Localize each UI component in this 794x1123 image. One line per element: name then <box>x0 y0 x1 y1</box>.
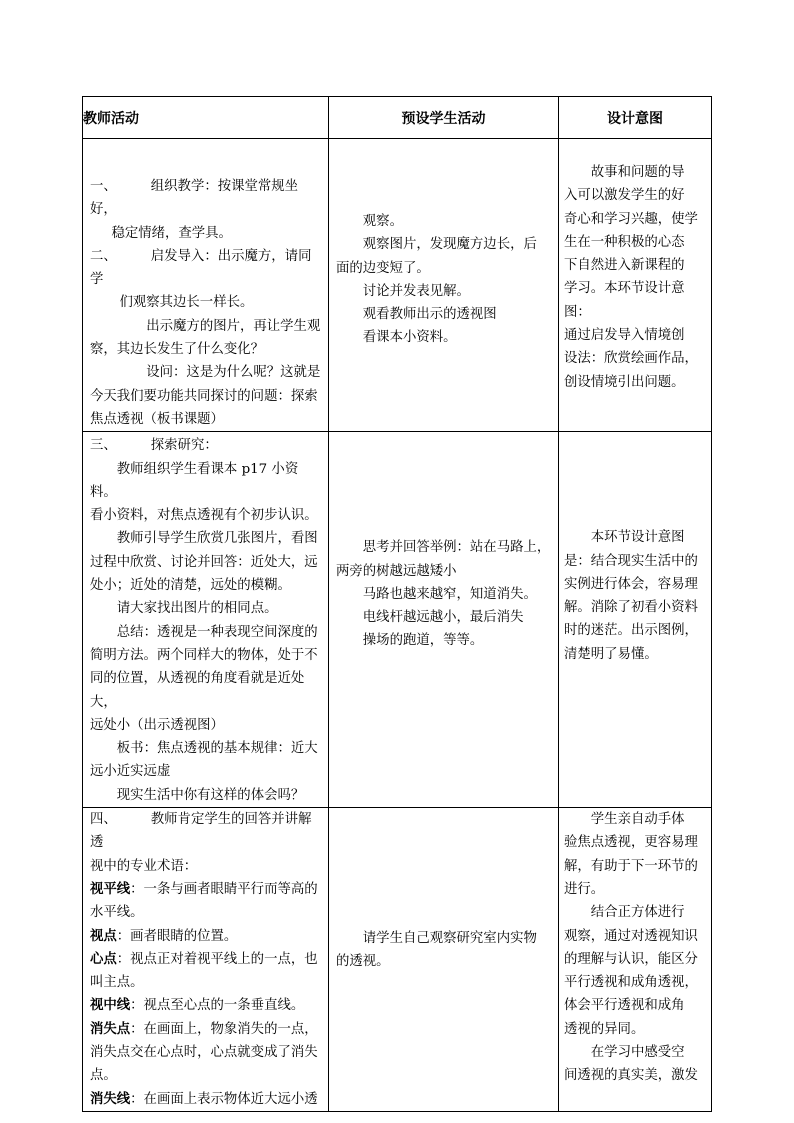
term-text: ：画者眼睛的位置。 <box>116 928 238 944</box>
text-line: 察，其边长发生了什么变化？ <box>90 342 265 358</box>
section-number: 四、 <box>90 812 117 828</box>
text-line <box>90 175 324 222</box>
text-line: 出示魔方的图片，再让学生观 <box>146 318 321 334</box>
term-definition <box>90 994 324 1017</box>
term-label: 视平线 <box>90 880 131 897</box>
text-line: 点。 <box>90 1068 117 1084</box>
term-definition <box>90 1088 324 1111</box>
text-line: 验焦点透视，更容易理 <box>564 835 698 851</box>
term-text: ：视点至心点的一条垂直线。 <box>130 998 305 1014</box>
text-line: 的透视。 <box>336 954 390 970</box>
text-line: 时的迷茫。出示图例， <box>564 623 698 639</box>
text-line: 透视的异同。 <box>564 1021 645 1037</box>
text-line: 是：结合现实生活中的 <box>564 553 698 569</box>
table-row <box>83 139 712 432</box>
text-line: 故事和问题的导 <box>590 165 685 180</box>
term-label: 视点 <box>90 927 117 944</box>
text-line: 处小；近处的清楚，远处的模糊。 <box>90 578 291 594</box>
text-line: 启发导入：出示魔方，请同学 <box>90 248 312 288</box>
text-line: 奇心和学习兴趣，使学 <box>564 211 698 227</box>
table-row <box>83 808 712 1112</box>
text-line: 学生亲自动手体 <box>590 812 685 828</box>
text-line: 视中的专业术语： <box>90 858 198 874</box>
text-line: 结合正方体进行 <box>590 905 685 921</box>
design-intent-cell <box>559 808 712 1112</box>
section-number: 二、 <box>90 248 117 264</box>
design-intent-cell <box>559 139 712 432</box>
header-teacher-activity: 教师活动 <box>83 97 329 139</box>
text-line: 观察。 <box>362 214 403 229</box>
teacher-activity-cell <box>83 808 329 1112</box>
text-line: 电线杆越远越小，最后消失 <box>362 610 524 626</box>
term-label: 消失点 <box>90 1020 131 1037</box>
text-line: 现实生活中你有这样的体会吗？ <box>116 787 305 803</box>
text-line: 总结：透视是一种表现空间深度的 <box>116 624 318 640</box>
text-line: 组织教学：按课堂常规坐好， <box>90 179 299 218</box>
text-line: 面的边变短了。 <box>336 260 430 276</box>
text-line: 稳定情绪，查学具。 <box>111 225 232 241</box>
text-line <box>90 245 324 292</box>
term-definition <box>90 925 324 948</box>
text-line: 同的位置，从透视的角度看就是近处大， <box>90 671 305 710</box>
term-label: 消失线 <box>90 1090 131 1107</box>
text-line: 间透视的真实美，激发 <box>564 1068 698 1084</box>
text-line: 焦点透视（板书课题） <box>90 411 224 427</box>
text-line: 看课本小资料。 <box>362 330 457 346</box>
student-activity-cell <box>329 808 559 1112</box>
section-number: 三、 <box>90 438 117 454</box>
text-line: 通过启发导入情境创 <box>564 328 685 344</box>
text-line: 实例进行体会，容易理 <box>564 576 698 592</box>
text-line: 教师肯定学生的回答并讲解透 <box>90 812 312 851</box>
text-line: 观察，通过对透视知识 <box>564 928 698 944</box>
section-number: 一、 <box>90 179 117 194</box>
term-text: ：在画面上表示物体近大远小透 <box>130 1091 318 1107</box>
term-text: ：在画面上，物象消失的一点， <box>130 1021 318 1037</box>
text-line: 请大家找出图片的相同点。 <box>116 601 278 617</box>
student-activity-cell <box>329 139 559 432</box>
text-line: 创设情境引出问题。 <box>564 374 685 390</box>
text-line: 两旁的树越远越矮小 <box>336 563 457 579</box>
text-line: 下自然进入新课程的 <box>564 258 685 274</box>
text-line: 学习。本环节设计意图： <box>564 281 685 320</box>
text-line: 板书：焦点透视的基本规律：近大 <box>116 741 318 757</box>
term-definition <box>90 1018 324 1041</box>
student-activity-cell <box>329 432 559 808</box>
text-line: 体会平行透视和成角 <box>564 998 685 1014</box>
text-line: 马路也越来越窄，知道消失。 <box>362 586 537 602</box>
text-line: 思考并回答举例：站在马路上， <box>362 540 551 556</box>
text-line: 讨论并发表见解。 <box>362 283 470 299</box>
text-line: 教师引导学生欣赏几张图片，看图 <box>116 531 318 547</box>
text-line: 们观察其边长一样长。 <box>119 295 254 311</box>
term-definition <box>90 878 324 901</box>
text-line: 今天我们要功能共同探讨的问题：探索 <box>90 388 318 404</box>
text-line: 设问：这是为什么呢？这就是 <box>146 365 321 381</box>
text-line: 水平线。 <box>90 905 144 921</box>
text-line: 解。消除了初看小资料 <box>564 600 698 616</box>
text-line: 观察图片，发现魔方边长，后 <box>362 237 537 253</box>
teacher-activity-cell <box>83 432 329 808</box>
text-line: 教师组织学生看课本 p17 小资料。 <box>90 461 299 500</box>
text-line <box>90 434 324 457</box>
text-line: 平行透视和成角透视， <box>564 975 698 991</box>
text-line: 请学生自己观察研究室内实物 <box>362 931 537 947</box>
lesson-plan-table <box>82 96 712 1112</box>
text-line: 入可以激发学生的好 <box>564 188 685 204</box>
design-intent-cell <box>559 432 712 808</box>
text-line: 进行。 <box>564 881 605 897</box>
text-line: 生在一种积极的心态 <box>564 234 685 250</box>
text-line: 在学习中感受空 <box>590 1044 685 1060</box>
text-line <box>90 808 324 855</box>
table-row <box>83 432 712 808</box>
text-line: 探索研究： <box>150 438 218 454</box>
text-line: 操场的跑道，等等。 <box>362 633 484 649</box>
term-label: 心点 <box>90 950 117 967</box>
header-student-activity: 预设学生活动 <box>329 97 559 139</box>
text-line: 的理解与认识，能区分 <box>564 951 698 967</box>
term-definition <box>90 948 324 971</box>
text-line: 远小近实远虚 <box>90 764 171 780</box>
text-line: 本环节设计意图 <box>590 530 685 546</box>
text-line: 看小资料，对焦点透视有个初步认识。 <box>90 508 318 524</box>
text-line: 清楚明了易懂。 <box>564 646 658 662</box>
header-design-intent: 设计意图 <box>559 97 712 139</box>
term-label: 视中线 <box>90 997 131 1014</box>
text-line: 解，有助于下一环节的 <box>564 858 698 874</box>
text-line: 消失点交在心点时，心点就变成了消失 <box>90 1044 318 1060</box>
teacher-activity-cell <box>83 139 329 432</box>
text-line: 观看教师出示的透视图 <box>362 307 497 323</box>
term-text: ：一条与画者眼睛平行而等高的 <box>130 881 318 897</box>
text-line: 简明方法。两个同样大的物体，处于不 <box>90 647 318 663</box>
term-text: ：视点正对着视平线上的一点，也 <box>116 951 318 967</box>
text-line: 设法：欣赏绘画作品， <box>564 351 698 367</box>
text-line: 远处小（出示透视图） <box>90 717 224 733</box>
table-header-row <box>83 97 712 139</box>
text-line: 过程中欣赏、讨论并回答：近处大，远 <box>90 554 318 570</box>
text-line: 叫主点。 <box>90 975 144 991</box>
